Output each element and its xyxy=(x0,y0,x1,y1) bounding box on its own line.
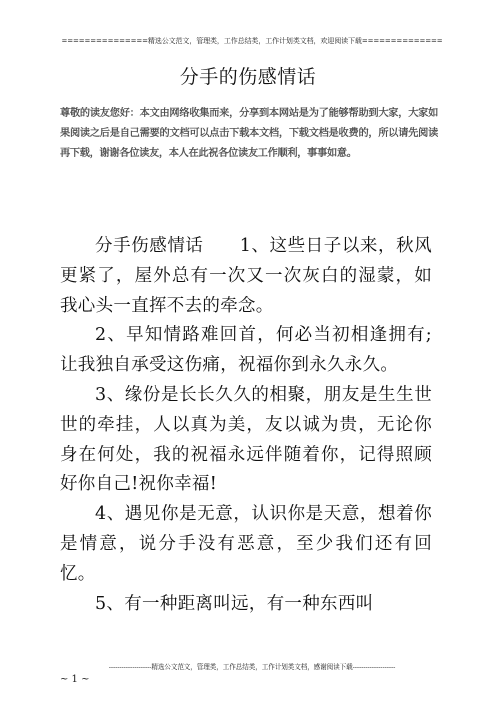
document-title: 分手的伤感情话 xyxy=(179,66,317,88)
paragraph: 5、有一种距离叫远，有一种东西叫 xyxy=(95,593,374,614)
page-number: ~ 1 ~ xyxy=(60,674,90,685)
paragraph: 分手伤感情话 1、这些日子以来，秋风更紧了，屋外总有一次又一次灰白的湿蒙，如我心头一直挥不去的牵念。 xyxy=(60,236,432,316)
page-header: ===============精选公文范文，管理类，工作总结类，工作计划类文档，欢迎阅读下载============== xyxy=(61,37,443,45)
page-footer: --------------------精选公文范文，管理类，工作总结类，工作计划类文档，感谢阅读下载-------------------- xyxy=(108,663,396,671)
paragraph: 3、缘份是长长久久的相聚，朋友是生生世世的牵挂，人以真为美，友以诚为贵，无论你身在何处，我的祝福永远伴随着你，记得照顾好你自己!祝你幸福! xyxy=(60,384,432,495)
paragraph: 2、早知情路难回首，何必当初相逢拥有;让我独自承受这伤痛，祝福你到永久永久。 xyxy=(60,325,432,376)
paragraph: 4、遇见你是无意，认识你是天意，想着你是情意，说分手没有恶意，至少我们还有回忆。 xyxy=(60,504,432,584)
reader-notice: 尊敬的读友您好：本文由网络收集而来，分享到本网站是为了能够帮助到大家，大家如果阅读之后是自己需要的文档可以点击下载本文档，下载文档是收费的，所以请先阅读再下载，谢谢各位读友，本人在此祝各位读友工作顺利，事事如意。 xyxy=(60,108,438,159)
document-body xyxy=(60,232,432,619)
